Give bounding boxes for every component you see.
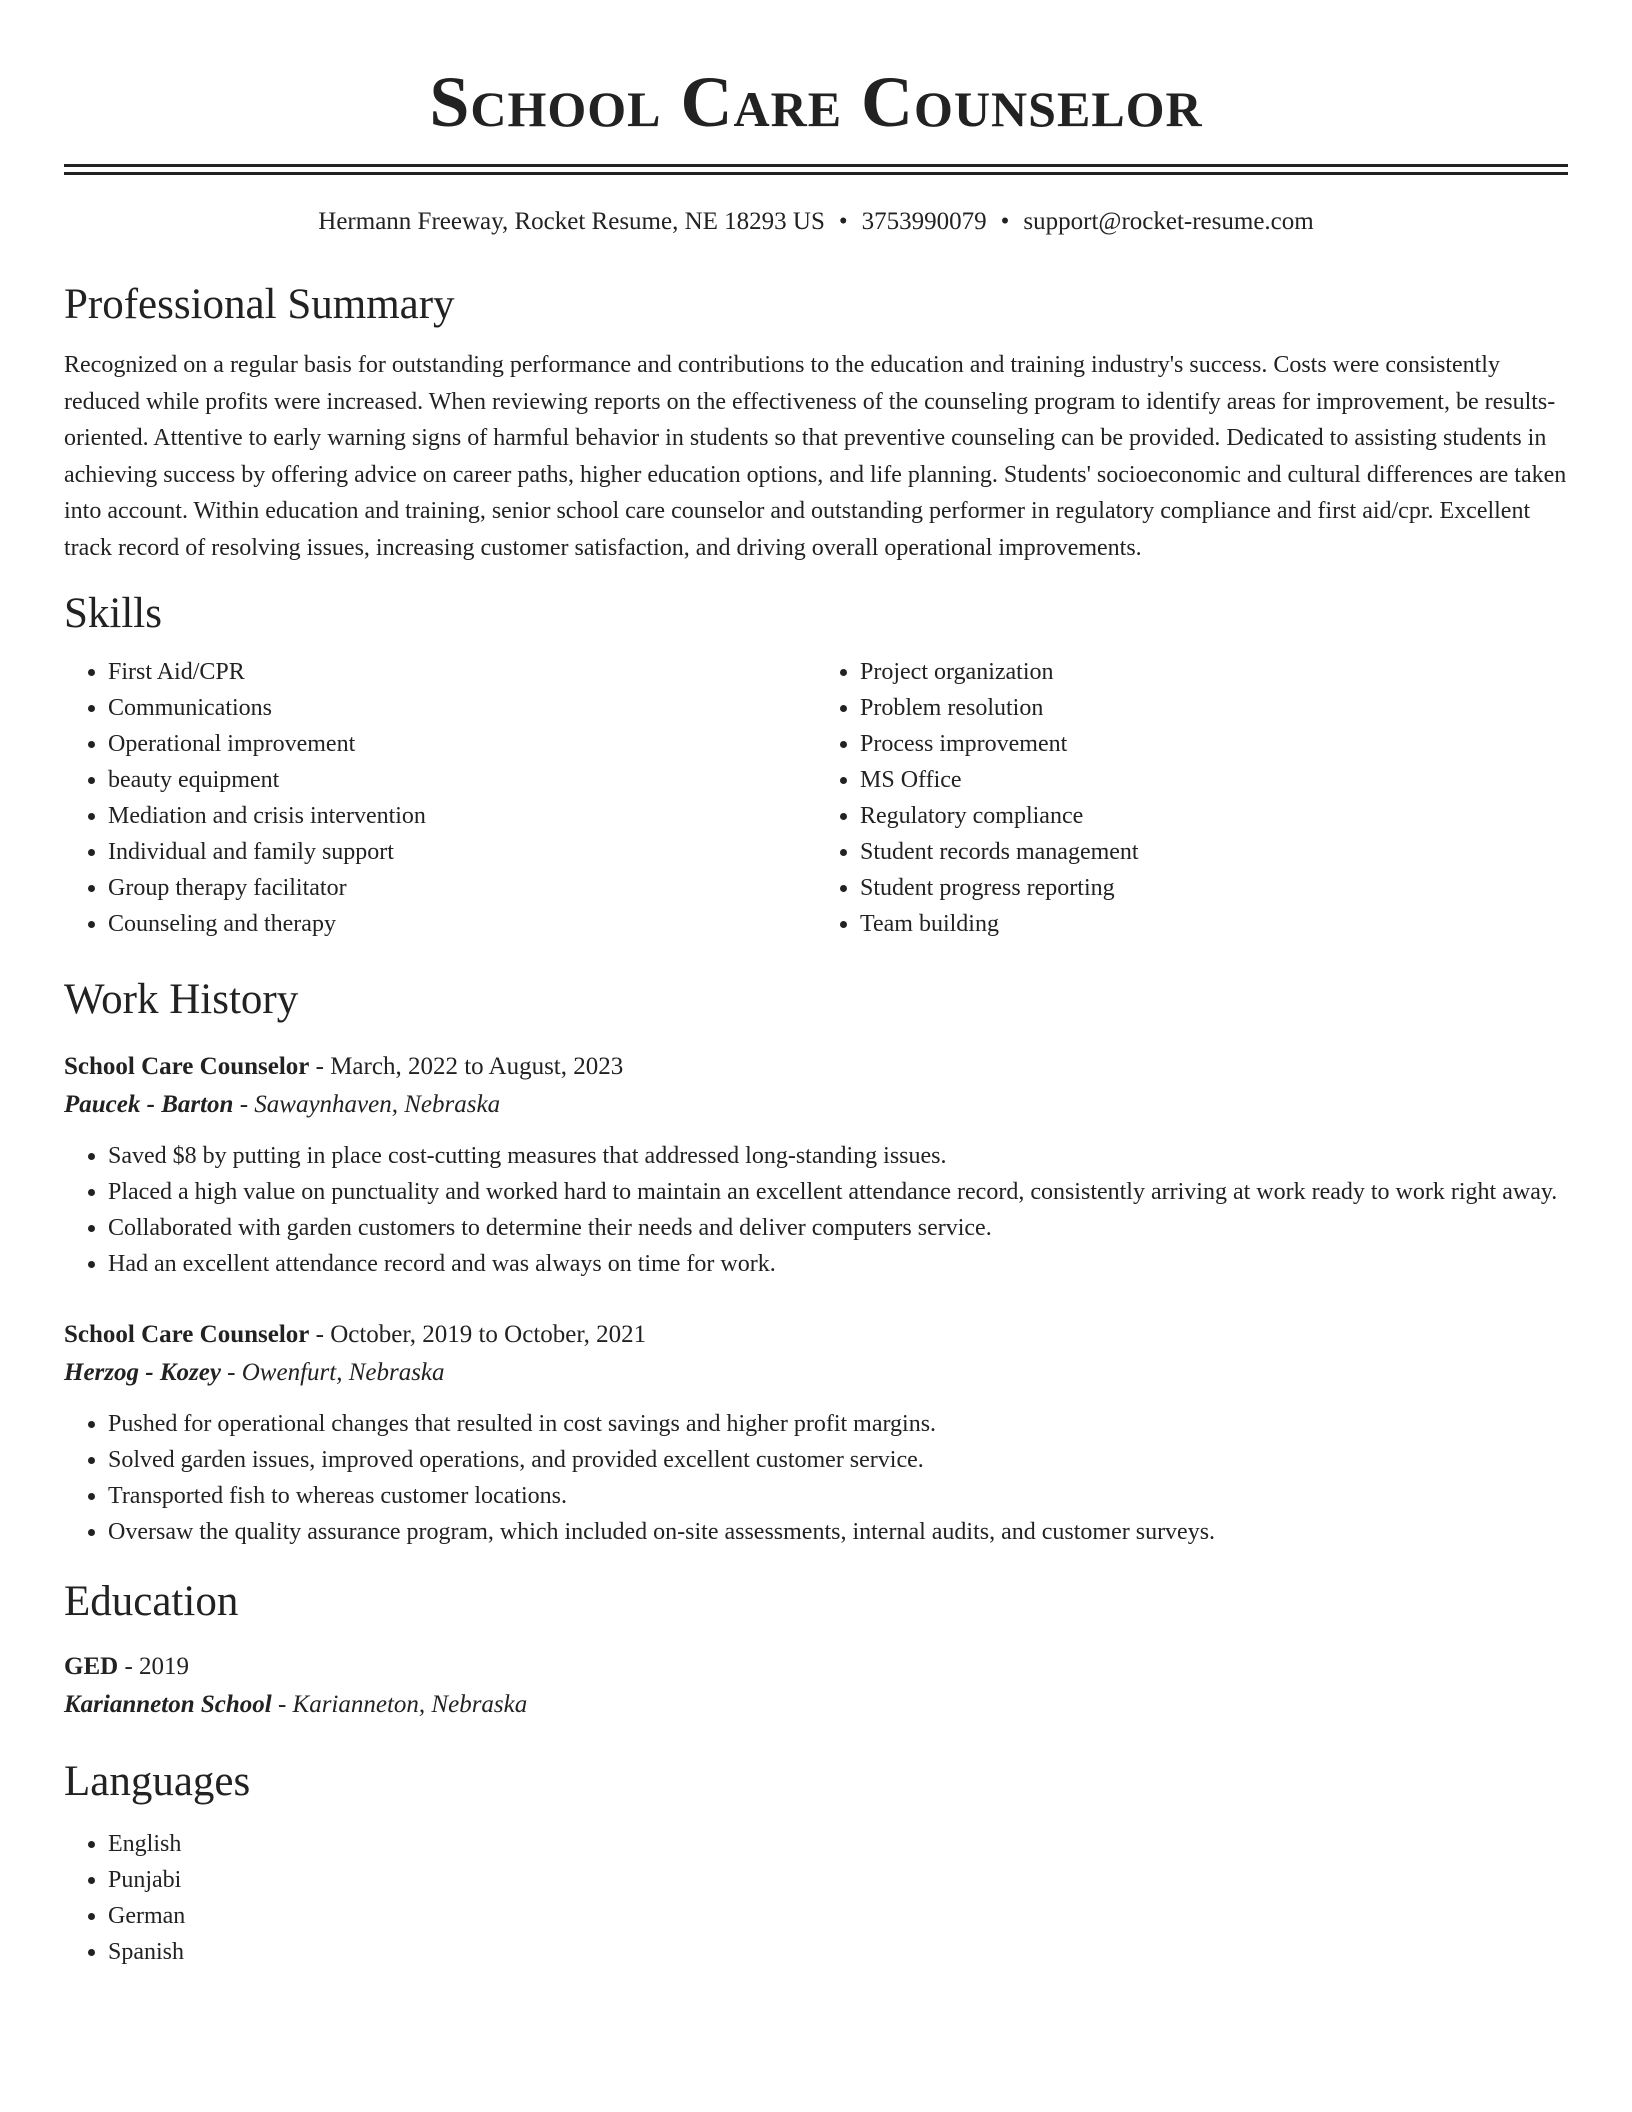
education-year: - 2019: [118, 1653, 190, 1680]
skill-item: • Student records management: [860, 834, 1568, 870]
skills-section: [64, 588, 1568, 942]
job-location: - Sawaynhaven, Nebraska: [233, 1091, 501, 1118]
contact-separator: •: [838, 208, 848, 235]
skill-item: • beauty equipment: [108, 762, 816, 798]
education-entry: [64, 1648, 1568, 1724]
job-company: Herzog - Kozey: [64, 1359, 221, 1386]
contact-phone: 3753990079: [861, 208, 987, 235]
job-entry: [64, 1316, 1568, 1550]
title-double-rule: [64, 164, 1568, 175]
skills-list-left: [64, 654, 816, 942]
skill-item: • Individual and family support: [108, 834, 816, 870]
contact-address: Hermann Freeway, Rocket Resume, NE 18293 US: [318, 208, 825, 235]
skill-item: • Group therapy facilitator: [108, 870, 816, 906]
job-dates: - March, 2022 to August, 2023: [309, 1053, 624, 1080]
skill-item: • First Aid/CPR: [108, 654, 816, 690]
summary-text: Recognized on a regular basis for outstanding performance and contributions to the education and training industry's success. Costs were consistently reduced while profits were increased. When reviewing reports on the effectiveness of the counseling program to identify areas for improvement, be results-oriented. Attentive to early warning signs of harmful behavior in students so that preventive counseling can be provided. Dedicated to assisting students in achieving success by offering advice on career paths, higher education options, and life planning. Students' socioeconomic and cultural differences are taken into account. Within education and training, senior school care counselor and outstanding performer in regulatory compliance and first aid/cpr. Excellent track record of resolving issues, increasing customer satisfaction, and driving overall operational improvements.: [64, 352, 1567, 561]
language-item: • Spanish: [108, 1934, 1568, 1970]
languages-heading: Languages: [64, 1758, 251, 1805]
languages-section: [64, 1756, 1568, 1970]
job-bullet: • Solved garden issues, improved operations, and provided excellent customer service.: [108, 1442, 1568, 1478]
education-degree: GED: [64, 1653, 119, 1680]
skills-heading: Skills: [64, 590, 162, 637]
contact-line: [64, 205, 1568, 239]
job-company-line: [64, 1354, 1568, 1392]
work-history-heading: Work History: [64, 976, 299, 1023]
education-heading: Education: [64, 1578, 239, 1625]
summary-heading: Professional Summary: [64, 281, 455, 328]
job-bullet-list: [64, 1138, 1568, 1282]
skill-item: • Team building: [860, 906, 1568, 942]
work-history-section: [64, 974, 1568, 1550]
summary-section: [64, 279, 1568, 566]
job-bullet-list: [64, 1406, 1568, 1550]
skills-list-right: [816, 654, 1568, 942]
job-bullet: • Collaborated with garden customers to determine their needs and deliver computers service.: [108, 1210, 1568, 1246]
skill-item: • Communications: [108, 690, 816, 726]
job-bullet: • Had an excellent attendance record and was always on time for work.: [108, 1246, 1568, 1282]
contact-separator: •: [1000, 208, 1010, 235]
job-bullet: • Transported fish to whereas customer locations.: [108, 1478, 1568, 1514]
job-bullet: • Oversaw the quality assurance program, which included on-site assessments, internal audits, and customer surveys.: [108, 1514, 1568, 1550]
job-dates: - October, 2019 to October, 2021: [309, 1321, 647, 1348]
skill-item: • Process improvement: [860, 726, 1568, 762]
job-title-line: [64, 1316, 1568, 1354]
job-company: Paucek - Barton: [64, 1091, 234, 1118]
job-role: School Care Counselor: [64, 1053, 310, 1080]
job-location: - Owenfurt, Nebraska: [220, 1359, 445, 1386]
skill-item: • Problem resolution: [860, 690, 1568, 726]
languages-list: [64, 1826, 1568, 1970]
skills-columns: [64, 654, 1568, 942]
job-role: School Care Counselor: [64, 1321, 310, 1348]
education-school-line: [64, 1686, 1568, 1724]
education-school: Karianneton School: [64, 1691, 272, 1718]
education-section: [64, 1576, 1568, 1724]
language-item: • English: [108, 1826, 1568, 1862]
skill-item: • MS Office: [860, 762, 1568, 798]
education-location: - Karianneton, Nebraska: [271, 1691, 528, 1718]
skill-item: • Regulatory compliance: [860, 798, 1568, 834]
job-bullet: • Saved $8 by putting in place cost-cutting measures that addressed long-standing issues.: [108, 1138, 1568, 1174]
skill-item: • Project organization: [860, 654, 1568, 690]
contact-email: support@rocket-resume.com: [1023, 208, 1314, 235]
job-entry: [64, 1048, 1568, 1282]
education-degree-line: [64, 1648, 1568, 1686]
resume-title: School Care Counselor: [429, 62, 1203, 142]
skill-item: • Mediation and crisis intervention: [108, 798, 816, 834]
job-bullet: • Pushed for operational changes that resulted in cost savings and higher profit margins.: [108, 1406, 1568, 1442]
language-item: • German: [108, 1898, 1568, 1934]
skill-item: • Operational improvement: [108, 726, 816, 762]
skill-item: • Counseling and therapy: [108, 906, 816, 942]
language-item: • Punjabi: [108, 1862, 1568, 1898]
job-company-line: [64, 1086, 1568, 1124]
job-title-line: [64, 1048, 1568, 1086]
job-bullet: • Placed a high value on punctuality and worked hard to maintain an excellent attendance record, consistently arriving at work ready to work right away.: [108, 1174, 1568, 1210]
skill-item: • Student progress reporting: [860, 870, 1568, 906]
